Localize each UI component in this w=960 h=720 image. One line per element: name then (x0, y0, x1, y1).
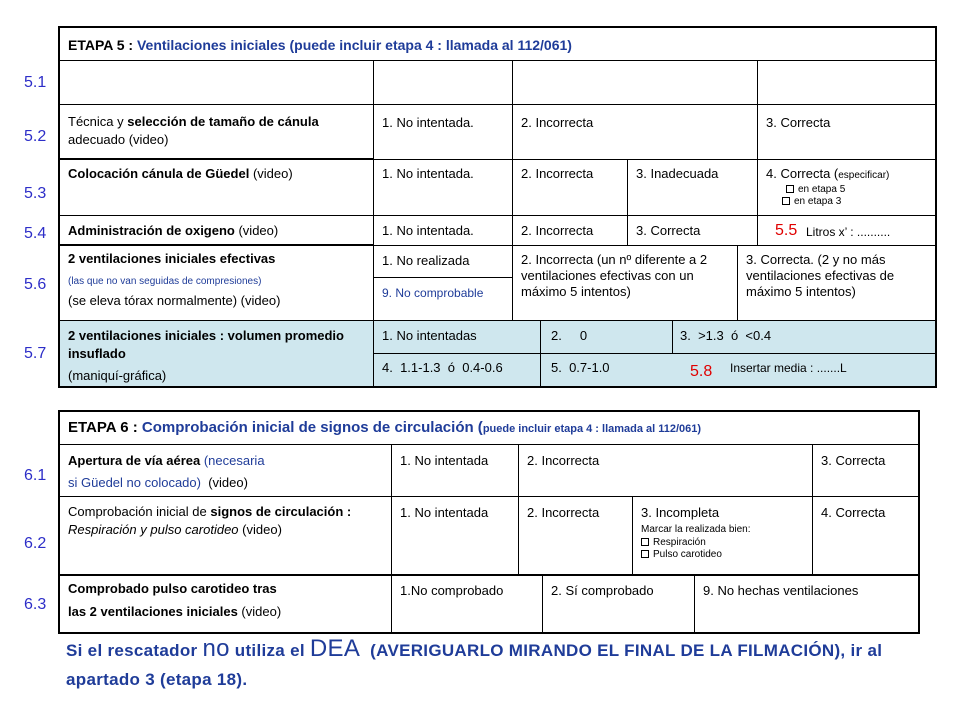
r61-option-2: 2. Incorrecta (527, 453, 600, 468)
checkbox-icon (641, 538, 649, 546)
r53-option-4: 4. Correcta (especificar) (766, 166, 890, 181)
checkbox-icon (786, 185, 794, 193)
row-label-5-6: 5.6 (24, 276, 47, 293)
r53-sub-etapa5: en etapa 5 (786, 184, 845, 196)
r53-label: Colocación cánula de Güedel (video) (68, 166, 293, 181)
r57-label: 2 ventilaciones iniciales : volumen promedio insuflado (68, 328, 344, 361)
row-label-6-1: 6.1 (24, 467, 47, 484)
row-label-6-3: 6.3 (24, 596, 47, 613)
r61-option-1: 1. No intentada (400, 453, 489, 468)
r57-option-5: 5. 0.7-1.0 (551, 360, 610, 375)
r54-label: Administración de oxigeno (video) (68, 223, 279, 238)
r63-option-1: 1.No comprobado (400, 583, 504, 598)
row-label-5-2: 5.2 (24, 128, 47, 145)
r62-option-3-note: Marcar la realizada bien: (641, 524, 751, 535)
r61-sublabel: si Güedel no colocado) (video) (68, 475, 248, 490)
r53-option-3: 3. Inadecuada (636, 166, 719, 181)
r57-option-4: 4. 1.1-1.3 ó 0.4-0.6 (382, 360, 503, 375)
r53-option-1: 1. No intentada. (382, 166, 474, 181)
r62-option-1: 1. No intentada (400, 505, 489, 520)
r56-sublabel: (se eleva tórax normalmente) (video) (68, 293, 281, 308)
r62-sub-pulso: Pulso carotideo (641, 549, 722, 561)
r63-label: Comprobado pulso carotideo tras (68, 581, 277, 596)
r56-option-1: 1. No realizada (382, 253, 470, 268)
r54-option-3: 3. Correcta (636, 223, 701, 238)
row-label-5-4: 5.4 (24, 225, 47, 242)
r52-option-1: 1. No intentada. (382, 115, 474, 130)
r63-option-2: 2. Sí comprobado (551, 583, 654, 598)
r62-option-3: 3. Incompleta (641, 505, 720, 520)
row-label-5-7: 5.7 (24, 345, 47, 362)
etapa6-title: ETAPA 6 : Comprobación inicial de signos de circulación (puede incluir etapa 4 : llamada al 112/061) (68, 419, 702, 436)
r52-option-3: 3. Correcta (766, 115, 831, 130)
r57-option-2: 2. 0 (551, 328, 588, 343)
r57-option-3: 3. >1.3 ó <0.4 (680, 328, 772, 343)
row-label-6-2: 6.2 (24, 535, 47, 552)
r53-sub-etapa3: en etapa 3 (782, 196, 841, 208)
r53-option-2: 2. Incorrecta (521, 166, 594, 181)
r63-sublabel: las 2 ventilaciones iniciales (video) (68, 604, 282, 619)
r54-option-2: 2. Incorrecta (521, 223, 594, 238)
r56-option-2: 2. Incorrecta (un nº diferente a 2 ventilaciones efectivas con un máximo 5 intentos) (521, 252, 708, 299)
r61-option-3: 3. Correcta (821, 453, 886, 468)
footer-instruction: Si el rescatador no utiliza el DEA (AVERIGUARLO MIRANDO EL FINAL DE LA FILMACIÓN), ir al apartado 3 (etapa 18). (66, 635, 888, 689)
r62-option-2: 2. Incorrecta (527, 505, 600, 520)
r56-option-3: 3. Correcta. (2 y no más ventilaciones efectivas de máximo 5 intentos) (746, 252, 895, 299)
checkbox-icon (782, 197, 790, 205)
r56-option-9: 9. No comprobable (382, 286, 484, 300)
r62-sub-respiracion: Respiración (641, 537, 706, 549)
r55-label: 5.5 (775, 222, 798, 239)
checkbox-icon (641, 550, 649, 558)
r54-option-1: 1. No intentada. (382, 223, 474, 238)
r56-note: (las que no van seguidas de compresiones) (68, 276, 262, 287)
r62-option-4: 4. Correcta (821, 505, 886, 520)
r62-label: Comprobación inicial de signos de circulación : Respiración y pulso carotideo (video) (68, 504, 352, 537)
r56-label: 2 ventilaciones iniciales efectivas (68, 251, 276, 266)
row-label-5-1: 5.1 (24, 74, 47, 91)
r58-label: 5.8 (690, 363, 713, 380)
row-label-5-3: 5.3 (24, 185, 47, 202)
etapa5-title: ETAPA 5 : Ventilaciones iniciales (puede incluir etapa 4 : llamada al 112/061) (68, 37, 572, 53)
r63-option-3: 9. No hechas ventilaciones (703, 583, 859, 598)
r61-label: Apertura de vía aérea (necesaria (68, 453, 265, 468)
r57-sublabel: (maniquí-gráfica) (68, 368, 167, 383)
r55-liters-field: Litros x’ : .......... (806, 225, 891, 239)
r57-option-1: 1. No intentadas (382, 328, 477, 343)
r52-label: Técnica y selección de tamaño de cánula adecuado (video) (68, 114, 319, 147)
r58-mean-field: Insertar media : .......L (730, 361, 847, 375)
r52-option-2: 2. Incorrecta (521, 115, 594, 130)
